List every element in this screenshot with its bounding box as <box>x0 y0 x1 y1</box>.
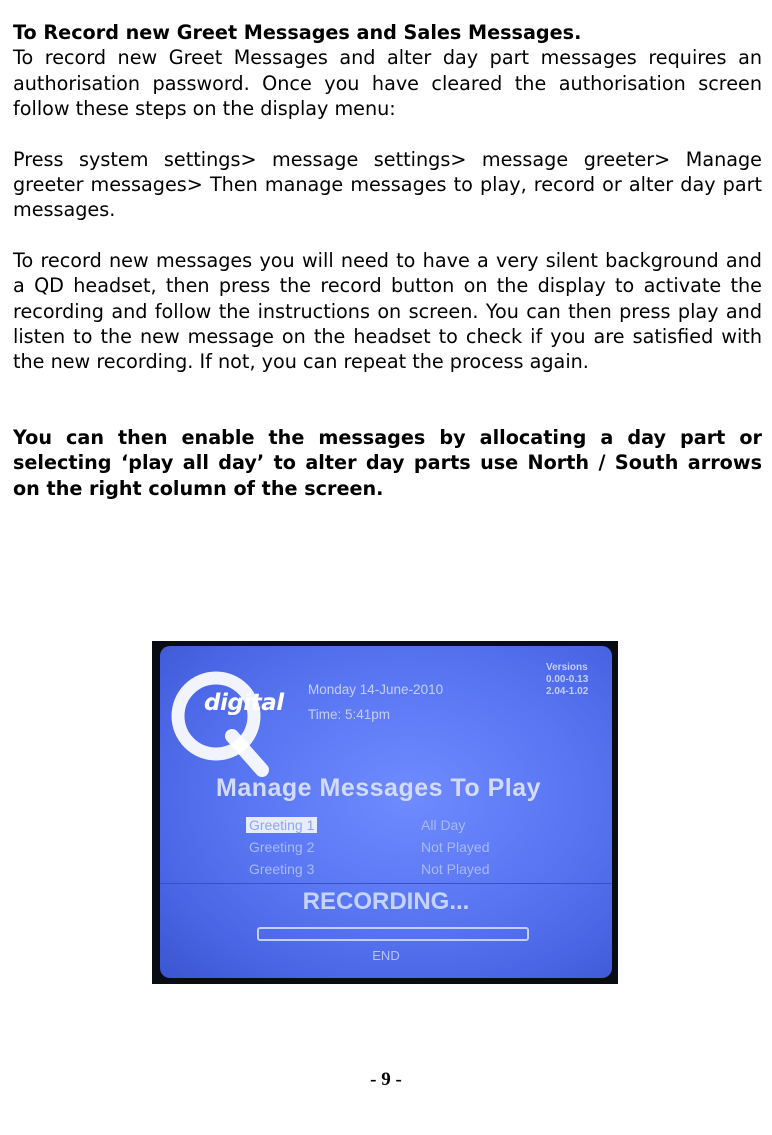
document-body <box>13 20 762 501</box>
message-name[interactable]: Greeting 3 <box>249 861 315 877</box>
versions-block <box>546 662 612 698</box>
device-screen-photo <box>152 641 618 984</box>
q-logo-icon <box>166 666 278 778</box>
time-display: Time: 5:41pm <box>308 707 391 722</box>
recording-status: RECORDING... <box>302 888 470 915</box>
paragraph-recording-instructions: To record new messages you will need to have a very silent background and a QD headset, then press the record button on the display to activate the recording and follow the instructions on screen. You can then press play and listen to the new message on the headset to check if you are satisfied with the new recording. If not, you can repeat the process again. <box>13 248 762 374</box>
paragraph-menu-path: Press system settings> message settings> message greeter> Manage greeter messages> Then manage messages to play, record or alter day part messages. <box>13 147 762 222</box>
divider <box>160 883 612 884</box>
date-display: Monday 14-June-2010 <box>308 682 444 697</box>
message-name[interactable]: Greeting 2 <box>249 839 315 855</box>
paragraph-enable-messages: You can then enable the messages by allocating a day part or selecting ‘play all day’ to alter day parts use North / South arrows on the right column of the screen. <box>13 425 762 500</box>
recording-progress-bar <box>257 927 529 941</box>
device-screen <box>160 646 612 978</box>
message-name[interactable]: Greeting 1 <box>246 817 317 833</box>
version-line-1: 0.00-0.13 <box>546 674 589 685</box>
versions-label: Versions <box>546 662 588 673</box>
message-status[interactable]: Not Played <box>421 861 490 877</box>
screen-title: Manage Messages To Play <box>216 774 542 802</box>
page-number: - 9 - <box>370 1069 402 1090</box>
message-row[interactable] <box>246 839 586 859</box>
message-row[interactable] <box>246 817 586 837</box>
logo-text: digital <box>204 690 284 716</box>
paragraph-authorisation: To record new Greet Messages and alter day part messages requires an authorisation password. Once you have cleared the authorisation screen follow these steps on the display menu: <box>13 46 762 121</box>
message-row[interactable] <box>246 861 586 881</box>
message-status[interactable]: All Day <box>421 817 466 833</box>
version-line-2: 2.04-1.02 <box>546 686 589 697</box>
section-heading: To Record new Greet Messages and Sales Messages. <box>13 21 582 44</box>
message-status[interactable]: Not Played <box>421 839 490 855</box>
end-button[interactable]: END <box>372 948 400 963</box>
